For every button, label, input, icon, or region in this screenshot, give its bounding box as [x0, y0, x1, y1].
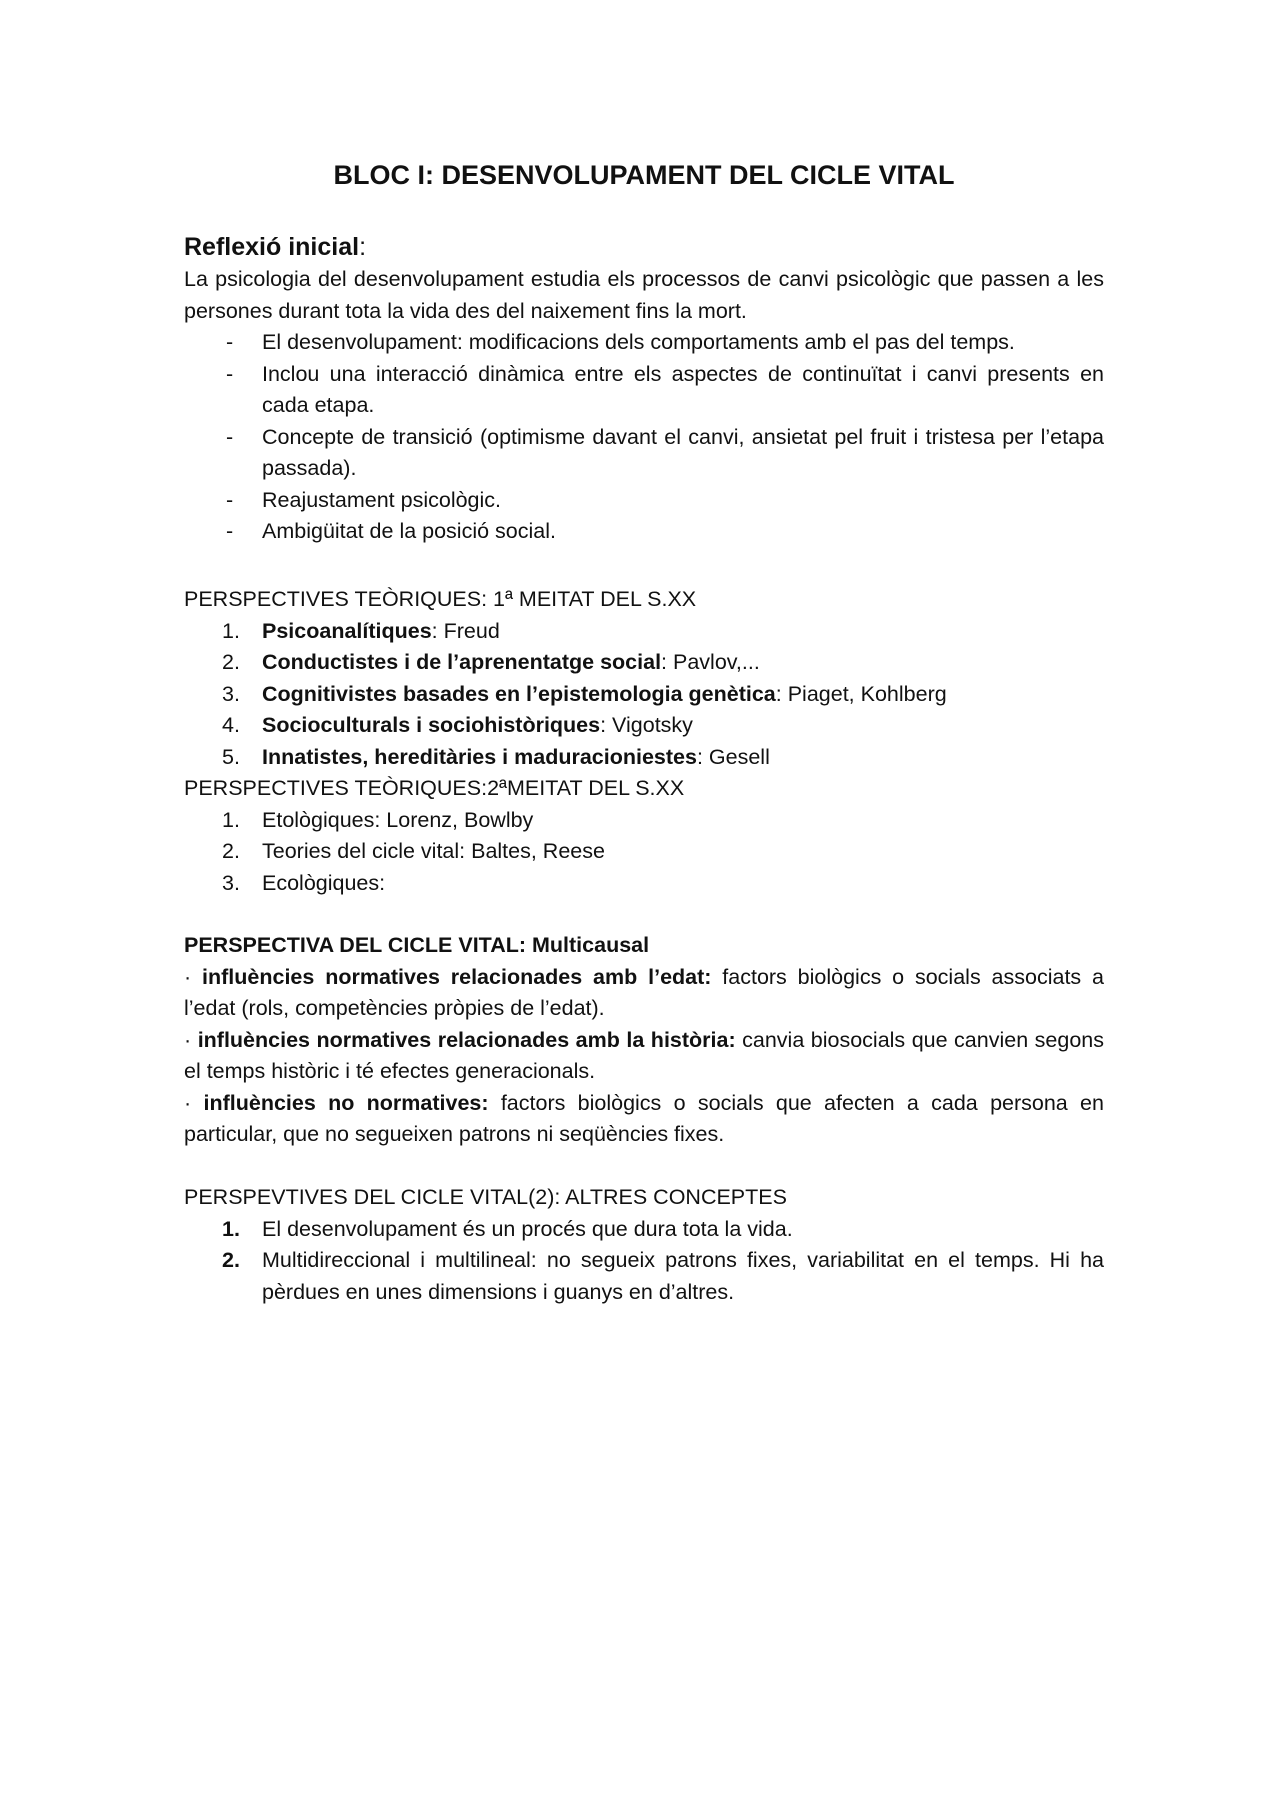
reflexio-heading [184, 230, 1104, 264]
cicle-vital-item-rest: factors biològics o socials que afecten a cada persona en particular, que no segueixen patrons ni seqüències fixes. [184, 1090, 1104, 1146]
list-item [184, 485, 1104, 517]
list-item [184, 327, 1104, 359]
list-number: 1. [222, 1216, 240, 1241]
list-number: 5. [222, 744, 240, 769]
list-number: 2. [222, 839, 240, 863]
list-item [184, 742, 1104, 774]
list-item [184, 1245, 1104, 1308]
list-item [184, 422, 1104, 485]
list-item-text: Reajustament psicològic. [262, 487, 502, 512]
reflexio-bullets [184, 327, 1104, 548]
list-item-text: Concepte de transició (optimisme davant el canvi, ansietat pel fruit i tristesa per l’etapa passada). [262, 424, 1104, 480]
list-item-text: Etològiques: Lorenz, Bowlby [262, 807, 534, 832]
list-number: 1. [222, 807, 240, 832]
list-item [184, 679, 1104, 711]
dash-marker: - [226, 424, 234, 449]
cicle-vital-item-bold: influències normatives relacionades amb l’edat: [202, 964, 712, 989]
cicle-vital-heading-text: PERSPECTIVA DEL CICLE VITAL: Multicausal [184, 933, 650, 957]
list-item [184, 359, 1104, 422]
list-item-text: Ambigüitat de la posició social. [262, 519, 556, 543]
page-title: BLOC I: DESENVOLUPAMENT DEL CICLE VITAL [333, 160, 955, 190]
list-item [184, 710, 1104, 742]
perspectives2-heading: PERSPECTIVES TEÒRIQUES:2ªMEITAT DEL S.XX [184, 776, 685, 800]
list-item-text: El desenvolupament és un procés que dura tota la vida. [262, 1216, 793, 1241]
list-item-text: Inclou una interacció dinàmica entre els aspectes de continuïtat i canvi presents en cada etapa. [262, 361, 1104, 417]
cicle-vital-item [184, 962, 1104, 1025]
list-item [184, 516, 1104, 548]
dash-marker: - [226, 330, 234, 354]
list-number: 2. [222, 1248, 240, 1272]
dash-marker: - [226, 487, 234, 512]
middot-marker: · [184, 964, 192, 989]
reflexio-heading-text: Reflexió inicial [184, 233, 360, 261]
list-number: 4. [222, 713, 240, 737]
perspectives2-list [184, 805, 1104, 900]
list-number: 1. [222, 618, 240, 643]
list-item-rest: : Pavlov,... [661, 650, 760, 674]
list-item [184, 836, 1104, 868]
list-item [184, 868, 1104, 900]
list-item [184, 647, 1104, 679]
list-item-text: El desenvolupament: modificacions dels comportaments amb el pas del temps. [262, 330, 1015, 354]
perspectives1-list [184, 616, 1104, 774]
list-number: 3. [222, 681, 240, 706]
reflexio-section [184, 230, 1104, 548]
perspectives2-section [184, 773, 1104, 899]
cicle-vital-heading [184, 930, 1104, 962]
list-item [184, 805, 1104, 837]
list-number: 3. [222, 870, 240, 895]
dash-marker: - [226, 519, 234, 543]
reflexio-heading-colon: : [359, 233, 367, 261]
cicle-vital-section [184, 930, 1104, 1151]
list-item-rest: : Gesell [696, 744, 770, 769]
list-item-bold: Socioculturals i sociohistòriques [262, 713, 601, 737]
list-item-text: Ecològiques: [262, 870, 386, 895]
cicle-vital-item-rest: factors biològics o socials associats a l’edat (rols, competències pròpies de l’edat). [184, 964, 1104, 1020]
cicle-vital-item-rest: canvia biosocials que canvien segons el temps històric i té efectes generacionals. [184, 1027, 1104, 1083]
reflexio-intro: La psicologia del desenvolupament estudia els processos de canvi psicològic que passen a les persones durant tota la vida des del naixement fins la mort. [184, 267, 1104, 323]
list-item [184, 616, 1104, 648]
list-item-text: Multidireccional i multilineal: no segueix patrons fixes, variabilitat en el temps. Hi ha pèrdues en unes dimensions i guanys en d’altres. [262, 1248, 1104, 1304]
list-item-text: Teories del cicle vital: Baltes, Reese [262, 839, 605, 863]
perspectives1-heading: PERSPECTIVES TEÒRIQUES: 1ª MEITAT DEL S.XX [184, 587, 697, 611]
list-item-rest: : Vigotsky [600, 713, 693, 737]
list-number: 2. [222, 650, 240, 674]
list-item [184, 1214, 1104, 1246]
altres-list [184, 1214, 1104, 1309]
list-item-bold: Innatistes, hereditàries i maduracioniestes [262, 744, 697, 769]
altres-heading: PERSPEVTIVES DEL CICLE VITAL(2): ALTRES CONCEPTES [184, 1185, 787, 1209]
cicle-vital-item-bold: influències no normatives: [203, 1090, 489, 1115]
list-item-rest: : Piaget, Kohlberg [775, 681, 947, 706]
list-item-bold: Cognitivistes basades en l’epistemologia genètica [262, 681, 776, 706]
middot-marker: · [184, 1090, 192, 1115]
perspectives1-section [184, 584, 1104, 773]
list-item-bold: Psicoanalítiques [262, 618, 432, 643]
altres-section [184, 1182, 1104, 1308]
list-item-bold: Conductistes i de l’aprenentatge social [262, 650, 662, 674]
cicle-vital-item [184, 1025, 1104, 1088]
cicle-vital-item [184, 1088, 1104, 1151]
middot-marker: · [184, 1027, 192, 1052]
list-item-rest: : Freud [431, 618, 500, 643]
dash-marker: - [226, 361, 234, 386]
cicle-vital-item-bold: influències normatives relacionades amb la història: [197, 1027, 736, 1052]
